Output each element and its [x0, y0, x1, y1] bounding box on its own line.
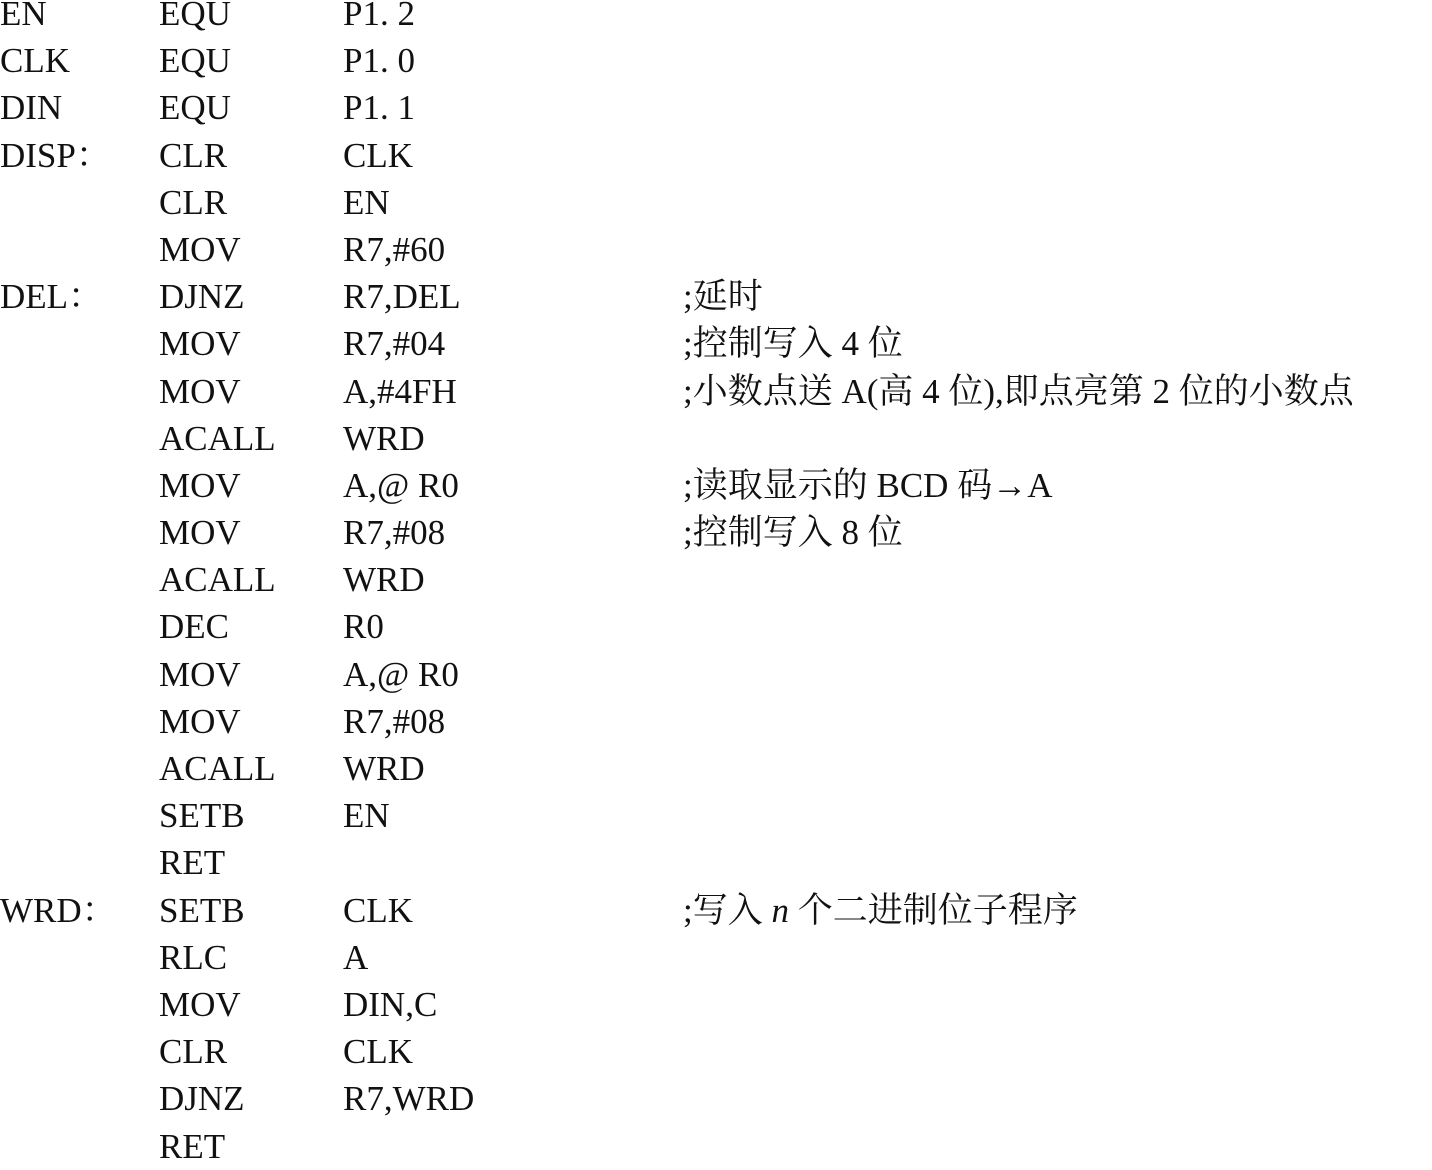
code-line [0, 981, 1432, 1028]
line-opcode: ACALL [159, 749, 276, 788]
line-opcode: EQU [159, 41, 231, 81]
code-line [0, 368, 1432, 415]
code-line [0, 179, 1432, 226]
line-operand: R0 [343, 607, 384, 647]
line-operand: CLK [343, 1032, 413, 1072]
line-opcode: RET [159, 843, 226, 883]
line-label: WRD： [0, 890, 117, 930]
line-opcode: ACALL [159, 418, 276, 458]
line-operand: EN [343, 796, 390, 836]
line-opcode: MOV [159, 513, 241, 553]
line-operand: P1. 1 [343, 88, 415, 128]
code-line [0, 556, 1432, 603]
line-opcode: MOV [159, 324, 241, 364]
line-opcode: CLR [159, 1032, 228, 1072]
line-operand: A,@ R0 [343, 654, 459, 694]
line-operand: R7,WRD [343, 1079, 475, 1119]
line-comment: ;控制写入 4 位 [683, 324, 903, 364]
line-operand: A,#4FH [343, 371, 457, 411]
line-operand: R7,#08 [343, 701, 446, 741]
line-label: DEL： [0, 277, 104, 317]
code-line [0, 273, 1432, 320]
line-opcode: SETB [159, 890, 245, 930]
code-line [0, 934, 1432, 981]
code-line [0, 415, 1432, 462]
code-line [0, 1123, 1432, 1170]
line-opcode: EQU [159, 88, 231, 128]
line-opcode: MOV [159, 229, 241, 269]
line-opcode: ACALL [159, 560, 276, 600]
line-opcode: DJNZ [159, 277, 245, 317]
code-line [0, 887, 1432, 934]
line-operand: R7,#04 [343, 324, 446, 364]
line-opcode: EQU [159, 0, 231, 33]
line-operand: A,@ R0 [343, 465, 459, 505]
code-line [0, 1075, 1432, 1122]
line-opcode: MOV [159, 654, 241, 694]
code-line [0, 603, 1432, 650]
code-line [0, 698, 1432, 745]
line-opcode: DEC [159, 607, 229, 647]
line-opcode: MOV [159, 701, 241, 741]
line-operand: R7,#08 [343, 513, 446, 553]
line-comment: ;小数点送 A(高 4 位),即点亮第 2 位的小数点 [683, 371, 1354, 411]
line-comment: ;控制写入 8 位 [683, 513, 903, 553]
code-line [0, 132, 1432, 179]
code-line [0, 226, 1432, 273]
line-opcode: RET [159, 1126, 226, 1166]
line-opcode: MOV [159, 984, 241, 1024]
line-operand: WRD [343, 560, 425, 600]
code-line [0, 84, 1432, 131]
line-operand: R7,DEL [343, 277, 461, 317]
code-line [0, 792, 1432, 839]
line-operand: DIN,C [343, 984, 438, 1024]
line-operand: WRD [343, 749, 425, 788]
line-label: CLK [0, 41, 70, 81]
line-operand: EN [343, 182, 390, 222]
line-comment: ;延时 [683, 277, 763, 317]
line-operand: CLK [343, 890, 413, 930]
line-opcode: RLC [159, 937, 228, 977]
code-line [0, 462, 1432, 509]
line-opcode: CLR [159, 182, 228, 222]
line-label: DIN [0, 88, 63, 128]
line-comment: ;读取显示的 BCD 码→A [683, 465, 1053, 505]
line-operand: CLK [343, 135, 413, 175]
code-line [0, 1028, 1432, 1075]
line-opcode: MOV [159, 371, 241, 411]
line-opcode: CLR [159, 135, 228, 175]
line-opcode: MOV [159, 465, 241, 505]
code-line [0, 320, 1432, 367]
line-label: EN [0, 0, 47, 33]
line-opcode: SETB [159, 796, 245, 836]
code-line [0, 839, 1432, 886]
line-operand: R7,#60 [343, 229, 446, 269]
line-operand: P1. 0 [343, 41, 415, 81]
line-operand: P1. 2 [343, 0, 415, 33]
code-line [0, 745, 1432, 792]
line-opcode: DJNZ [159, 1079, 245, 1119]
line-label: DISP： [0, 135, 111, 175]
code-line [0, 509, 1432, 556]
line-operand: WRD [343, 418, 425, 458]
code-line [0, 0, 1432, 37]
line-operand: A [343, 937, 369, 977]
line-comment: ;写入 n 个二进制位子程序 [683, 890, 1078, 930]
code-line [0, 37, 1432, 84]
code-line [0, 651, 1432, 698]
